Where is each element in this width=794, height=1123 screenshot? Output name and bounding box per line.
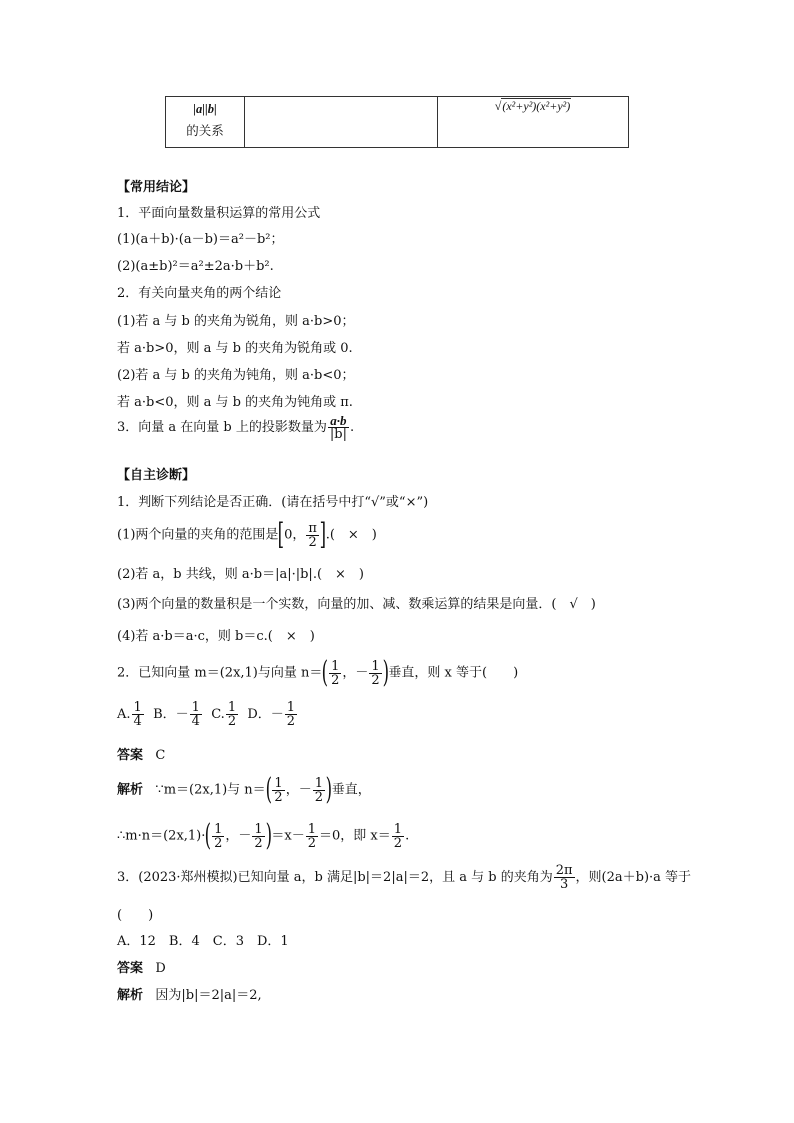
question-2-answer: 答案 C bbox=[117, 748, 166, 763]
common-item-2-line-2: 若 a·b>0，则 a 与 b 的夹角为锐角或 0. bbox=[117, 341, 353, 356]
common-item-1-formula-2: (2)(a±b)²＝a²±2a·b＋b². bbox=[117, 259, 274, 274]
question-1-item-2: (2)若 a，b 共线，则 a·b＝|a|·|b|.( × ) bbox=[117, 567, 364, 582]
common-item-1-formula-1: (1)(a＋b)·(a－b)＝a²－b²； bbox=[117, 232, 284, 247]
question-2-analysis-line-1: 解析 ∵m＝(2x,1)与 n＝( $\frac{1}{2}$ ，－ $\frac{1}{2}$ )垂直， bbox=[117, 772, 371, 807]
question-3-options: A．12 B．4 C．3 D．1 bbox=[117, 934, 289, 949]
question-2-analysis-line-2: ∴m·n＝(2x,1)·( $\frac{1}{2}$ ，－ $\frac{1}{2}$ )＝x－ $\frac{1}{2}$ ＝0，即 x＝ $\frac{1}{2}$ . bbox=[117, 818, 410, 853]
common-item-2-line-4: 若 a·b<0，则 a 与 b 的夹角为钝角或 π. bbox=[117, 395, 353, 410]
common-item-2: 2．有关向量夹角的两个结论 bbox=[117, 286, 282, 301]
comparison-table bbox=[165, 96, 629, 148]
common-item-2-line-1: (1)若 a 与 b 的夹角为锐角，则 a·b>0； bbox=[117, 314, 355, 329]
section-heading-common: 【常用结论】 bbox=[117, 180, 196, 195]
question-3-answer: 答案 D bbox=[117, 961, 166, 976]
question-2-options: A. $\frac{1}{4}$ B．－ $\frac{1}{4}$ C. $\frac{1}{2}$ D．－ $\frac{1}{2}$ bbox=[117, 700, 296, 729]
common-item-2-line-3: (2)若 a 与 b 的夹角为钝角，则 a·b<0； bbox=[117, 368, 355, 383]
cell-label-line1: |a||b| bbox=[193, 102, 217, 116]
sqrt-formula: √(x²+y²)(x²+y²) bbox=[494, 99, 571, 113]
table-cell-empty bbox=[245, 97, 438, 148]
question-3-analysis: 解析 因为|b|＝2|a|＝2, bbox=[117, 988, 262, 1003]
section-heading-diagnosis: 【自主诊断】 bbox=[117, 468, 196, 483]
question-1: 1．判断下列结论是否正确．(请在括号中打“√”或“×”) bbox=[117, 495, 429, 510]
table-cell-label bbox=[166, 97, 245, 148]
question-3-paren: ( ) bbox=[117, 908, 154, 923]
cell-label-line2: 的关系 bbox=[186, 123, 224, 138]
table-row bbox=[166, 97, 629, 148]
question-1-item-1: (1)两个向量的夹角的范围是[0， $\frac{\pi}{2}$ ].( × ) bbox=[117, 517, 377, 552]
pi-over-2-fraction: $\frac{\pi}{2}$ bbox=[308, 520, 317, 550]
common-item-3-text: 3．向量 a 在向量 b 上的投影数量为 bbox=[117, 420, 327, 435]
question-3: 3．(2023·郑州模拟)已知向量 a，b 满足|b|＝2|a|＝2，且 a 与 b 的夹角为 $\frac{2\pi}{3}$ ，则(2a＋b)·a 等于 bbox=[117, 863, 692, 892]
two-pi-over-3-fraction: $\frac{2\pi}{3}$ bbox=[555, 863, 573, 892]
question-2: 2．已知向量 m＝(2x,1)与向量 n＝( $\frac{1}{2}$ ，－ $\frac{1}{2}$ )垂直，则 x 等于( ) bbox=[117, 655, 519, 690]
table-cell-formula bbox=[438, 97, 629, 148]
projection-fraction: $\frac{a\cdot b}{|b|}$ bbox=[329, 413, 347, 442]
common-item-3: 3．向量 a 在向量 b 上的投影数量为 $\frac{a\cdot b}{|b|}$ . bbox=[117, 413, 355, 442]
question-1-item-3: (3)两个向量的数量积是一个实数，向量的加、减、数乘运算的结果是向量．( √ ) bbox=[117, 597, 596, 612]
common-item-1: 1．平面向量数量积运算的常用公式 bbox=[117, 206, 321, 221]
question-1-item-4: (4)若 a·b＝a·c，则 b＝c.( × ) bbox=[117, 629, 315, 644]
